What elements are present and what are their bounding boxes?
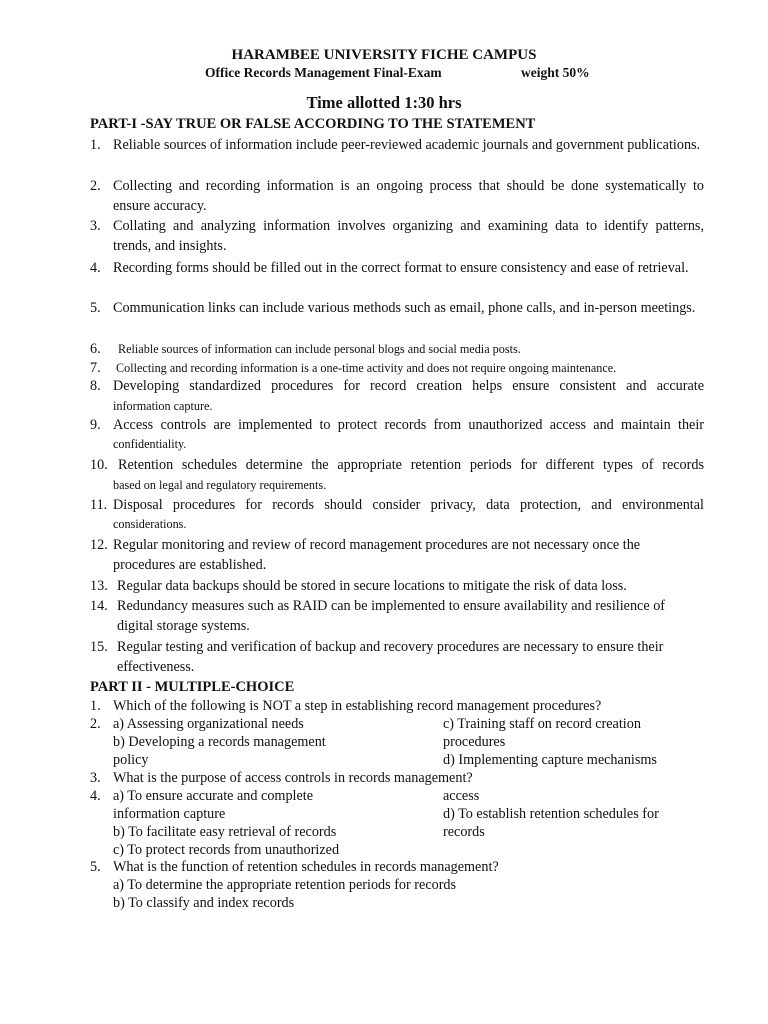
list-item bbox=[90, 535, 704, 576]
list-item bbox=[90, 135, 704, 155]
course-title: Office Records Management Final-Exam bbox=[205, 65, 442, 80]
list-item bbox=[90, 495, 704, 533]
choice-b: b) To facilitate easy retrieval of records bbox=[113, 824, 337, 840]
item-text-line: information capture. bbox=[113, 399, 213, 414]
list-item bbox=[90, 298, 704, 318]
item-number: 1. bbox=[90, 137, 101, 153]
choice-a: a) To determine the appropriate retention periods for records bbox=[113, 877, 457, 893]
list-item bbox=[90, 596, 704, 637]
item-text bbox=[113, 376, 704, 416]
choice-c-cont: access bbox=[443, 788, 480, 804]
time-allotted: Time allotted 1:30 hrs bbox=[306, 93, 462, 112]
item-text-line: Retention schedules determine the appropriate retention periods for different types of records bbox=[118, 457, 704, 473]
question-number: 4. bbox=[90, 788, 101, 804]
item-number: 12. bbox=[90, 537, 108, 553]
choice-a: a) To ensure accurate and complete bbox=[113, 788, 314, 804]
question-number: 1. bbox=[90, 698, 101, 714]
choice-d-cont: records bbox=[443, 824, 485, 840]
choice-b: b) To classify and index records bbox=[113, 895, 295, 911]
item-text: Collecting and recording information is an ongoing process that should be done systematically to ensure accuracy. bbox=[113, 178, 704, 215]
list-item bbox=[90, 339, 704, 359]
question-number: 3. bbox=[90, 770, 101, 786]
item-number: 7. bbox=[90, 360, 101, 376]
choice-a-cont: information capture bbox=[113, 806, 226, 822]
list-item bbox=[90, 637, 704, 678]
item-text: Collecting and recording information is a one-time activity and does not require ongoing maintenance. bbox=[116, 361, 617, 375]
item-text bbox=[113, 415, 704, 453]
choice-b-cont: policy bbox=[113, 752, 149, 768]
item-text-line: based on legal and regulatory requirements. bbox=[113, 478, 327, 493]
item-text-line: Access controls are implemented to protect records from unauthorized access and maintain their bbox=[113, 417, 704, 433]
choice-c: c) Training staff on record creation bbox=[443, 716, 641, 732]
item-text bbox=[113, 495, 704, 533]
list-item bbox=[90, 576, 704, 596]
list-item bbox=[90, 258, 704, 278]
item-number: 3. bbox=[90, 218, 101, 234]
item-text: Reliable sources of information include peer-reviewed academic journals and government publications. bbox=[113, 137, 701, 153]
item-text: Collating and analyzing information involves organizing and examining data to identify patterns, trends, and insights. bbox=[113, 218, 704, 255]
item-number: 6. bbox=[90, 341, 101, 357]
item-text-line: considerations. bbox=[113, 517, 187, 532]
choice-b: b) Developing a records management bbox=[113, 734, 326, 750]
item-text: Reliable sources of information can include personal blogs and social media posts. bbox=[118, 342, 521, 356]
choice-c-cont: procedures bbox=[443, 734, 506, 750]
item-number: 11. bbox=[90, 497, 108, 513]
list-item bbox=[90, 415, 704, 453]
item-number: 13. bbox=[90, 578, 108, 594]
choice-d: d) To establish retention schedules for bbox=[443, 806, 659, 822]
item-text-line: Disposal procedures for records should consider privacy, data protection, and environmental bbox=[113, 497, 704, 513]
item-number: 5. bbox=[90, 300, 101, 316]
question-number: 2. bbox=[90, 716, 101, 732]
item-text-line: Developing standardized procedures for record creation helps ensure consistent and accurate bbox=[113, 378, 704, 394]
item-text bbox=[113, 455, 704, 495]
part1-title: PART-I -SAY TRUE OR FALSE ACCORDING TO THE STATEMENT bbox=[90, 116, 536, 132]
question-text: What is the function of retention schedules in records management? bbox=[113, 859, 499, 875]
item-text: Communication links can include various methods such as email, phone calls, and in-person meetings. bbox=[113, 300, 696, 316]
item-number: 4. bbox=[90, 260, 101, 276]
item-text: Recording forms should be filled out in the correct format to ensure consistency and ease of retrieval. bbox=[113, 260, 689, 276]
item-number: 10. bbox=[90, 457, 108, 473]
item-number: 9. bbox=[90, 417, 101, 433]
question-text: Which of the following is NOT a step in establishing record management procedures? bbox=[113, 698, 602, 714]
list-item bbox=[90, 176, 704, 217]
item-number: 2. bbox=[90, 178, 101, 194]
question-text: What is the purpose of access controls in records management? bbox=[113, 770, 473, 786]
exam-weight: weight 50% bbox=[521, 65, 590, 80]
item-text-line: confidentiality. bbox=[113, 437, 187, 452]
item-number: 14. bbox=[90, 598, 108, 614]
question-number: 5. bbox=[90, 859, 101, 875]
list-item bbox=[90, 216, 704, 257]
choice-d: d) Implementing capture mechanisms bbox=[443, 752, 657, 768]
part2-title: PART II - MULTIPLE-CHOICE bbox=[90, 679, 295, 695]
item-text: Regular monitoring and review of record management procedures are not necessary once the procedures are established. bbox=[113, 537, 641, 574]
choice-a: a) Assessing organizational needs bbox=[113, 716, 304, 732]
university-title: HARAMBEE UNIVERSITY FICHE CAMPUS bbox=[231, 47, 537, 63]
item-text: Regular testing and verification of backup and recovery procedures are necessary to ensure their effectiveness. bbox=[117, 639, 664, 676]
item-number: 8. bbox=[90, 378, 101, 394]
item-text: Redundancy measures such as RAID can be implemented to ensure availability and resilience of digital storage systems. bbox=[117, 598, 666, 635]
list-item bbox=[90, 455, 704, 495]
choice-c: c) To protect records from unauthorized bbox=[113, 842, 340, 858]
list-item bbox=[90, 376, 704, 416]
item-text: Regular data backups should be stored in secure locations to mitigate the risk of data loss. bbox=[117, 578, 627, 594]
item-number: 15. bbox=[90, 639, 108, 655]
